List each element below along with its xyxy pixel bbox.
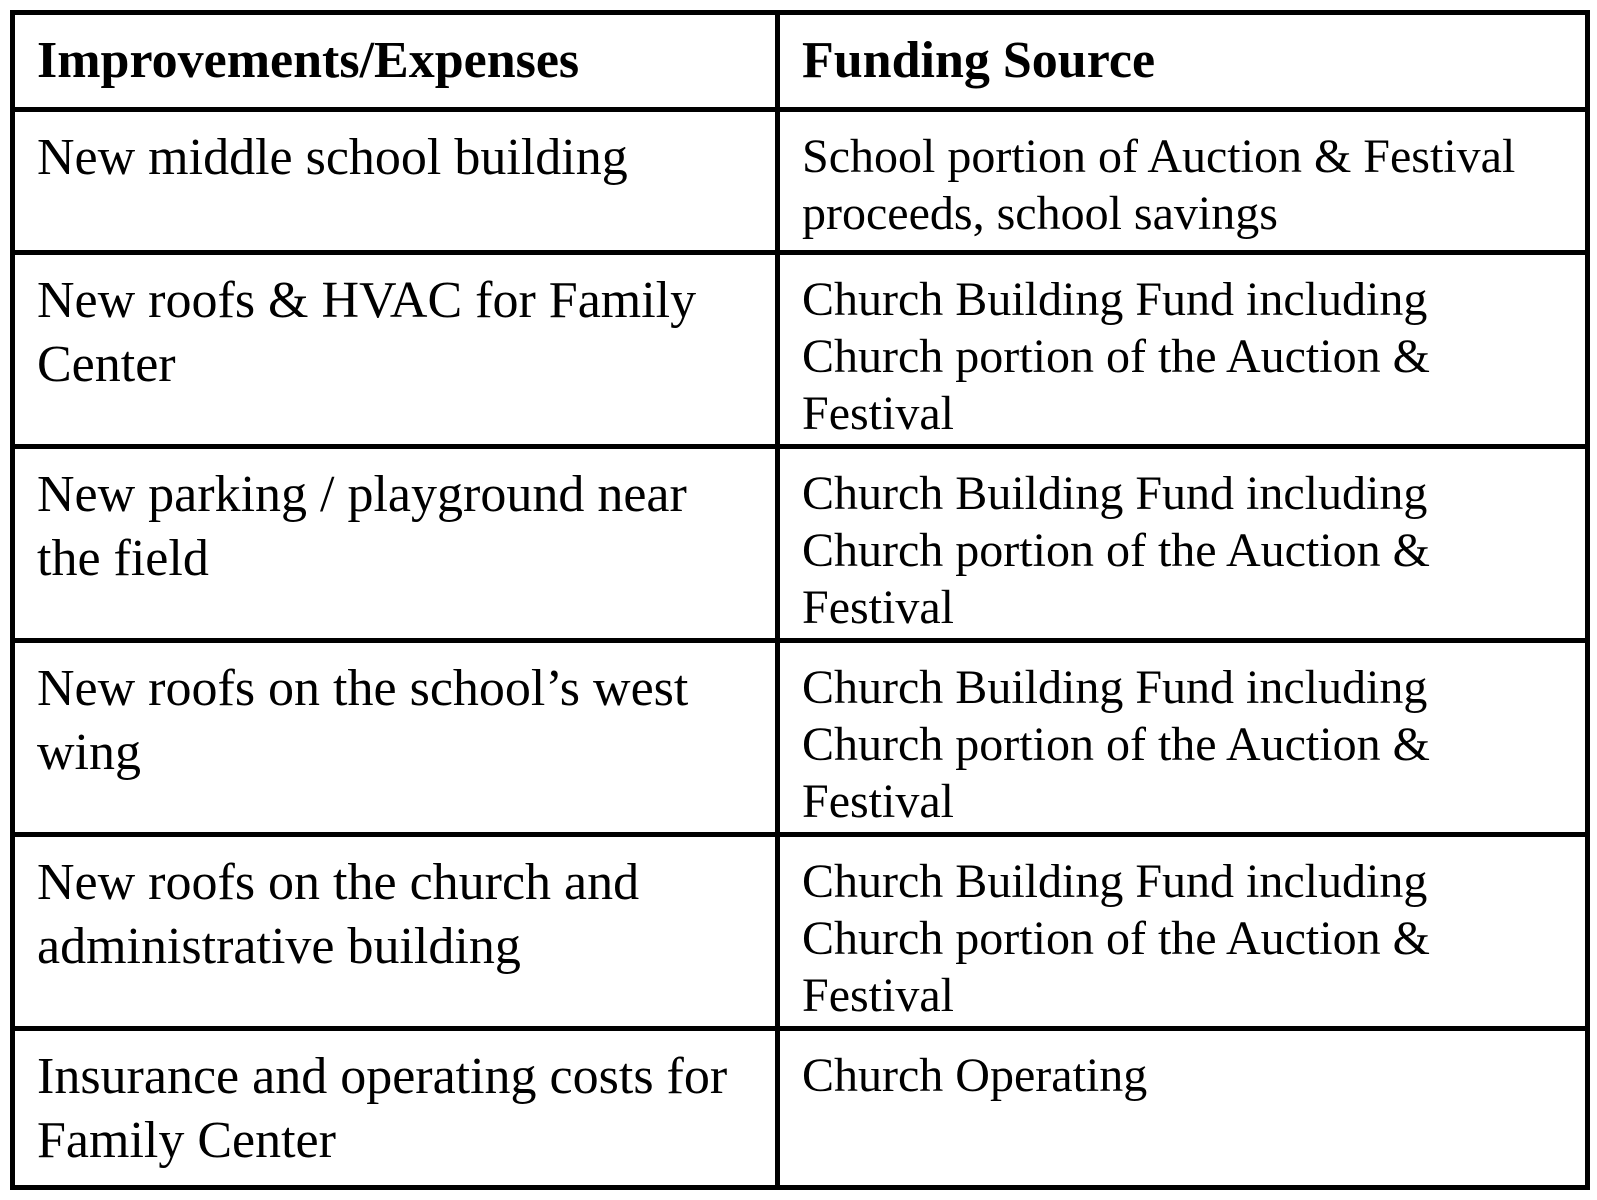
expense-cell: New middle school building xyxy=(13,110,778,253)
table-row xyxy=(13,1029,1588,1188)
funding-source-cell: Church Operating xyxy=(778,1029,1588,1188)
funding-table xyxy=(10,10,1590,1190)
table-row xyxy=(13,447,1588,641)
table-row xyxy=(13,835,1588,1029)
table-row xyxy=(13,253,1588,447)
funding-source-cell: Church Building Fund including Church portion of the Auction & Festival xyxy=(778,835,1588,1029)
expense-cell: New roofs on the church and administrative building xyxy=(13,835,778,1029)
funding-source-cell: Church Building Fund including Church portion of the Auction & Festival xyxy=(778,253,1588,447)
expense-cell: Insurance and operating costs for Family Center xyxy=(13,1029,778,1188)
funding-source-cell: School portion of Auction & Festival proceeds, school savings xyxy=(778,110,1588,253)
funding-source-cell: Church Building Fund including Church portion of the Auction & Festival xyxy=(778,641,1588,835)
funding-source-cell: Church Building Fund including Church portion of the Auction & Festival xyxy=(778,447,1588,641)
table-row xyxy=(13,641,1588,835)
header-row xyxy=(13,13,1588,110)
expense-cell: New roofs & HVAC for Family Center xyxy=(13,253,778,447)
expense-cell: New parking / playground near the field xyxy=(13,447,778,641)
header-funding-source: Funding Source xyxy=(778,13,1588,110)
table-row xyxy=(13,110,1588,253)
header-expenses: Improvements/Expenses xyxy=(13,13,778,110)
expense-cell: New roofs on the school’s west wing xyxy=(13,641,778,835)
